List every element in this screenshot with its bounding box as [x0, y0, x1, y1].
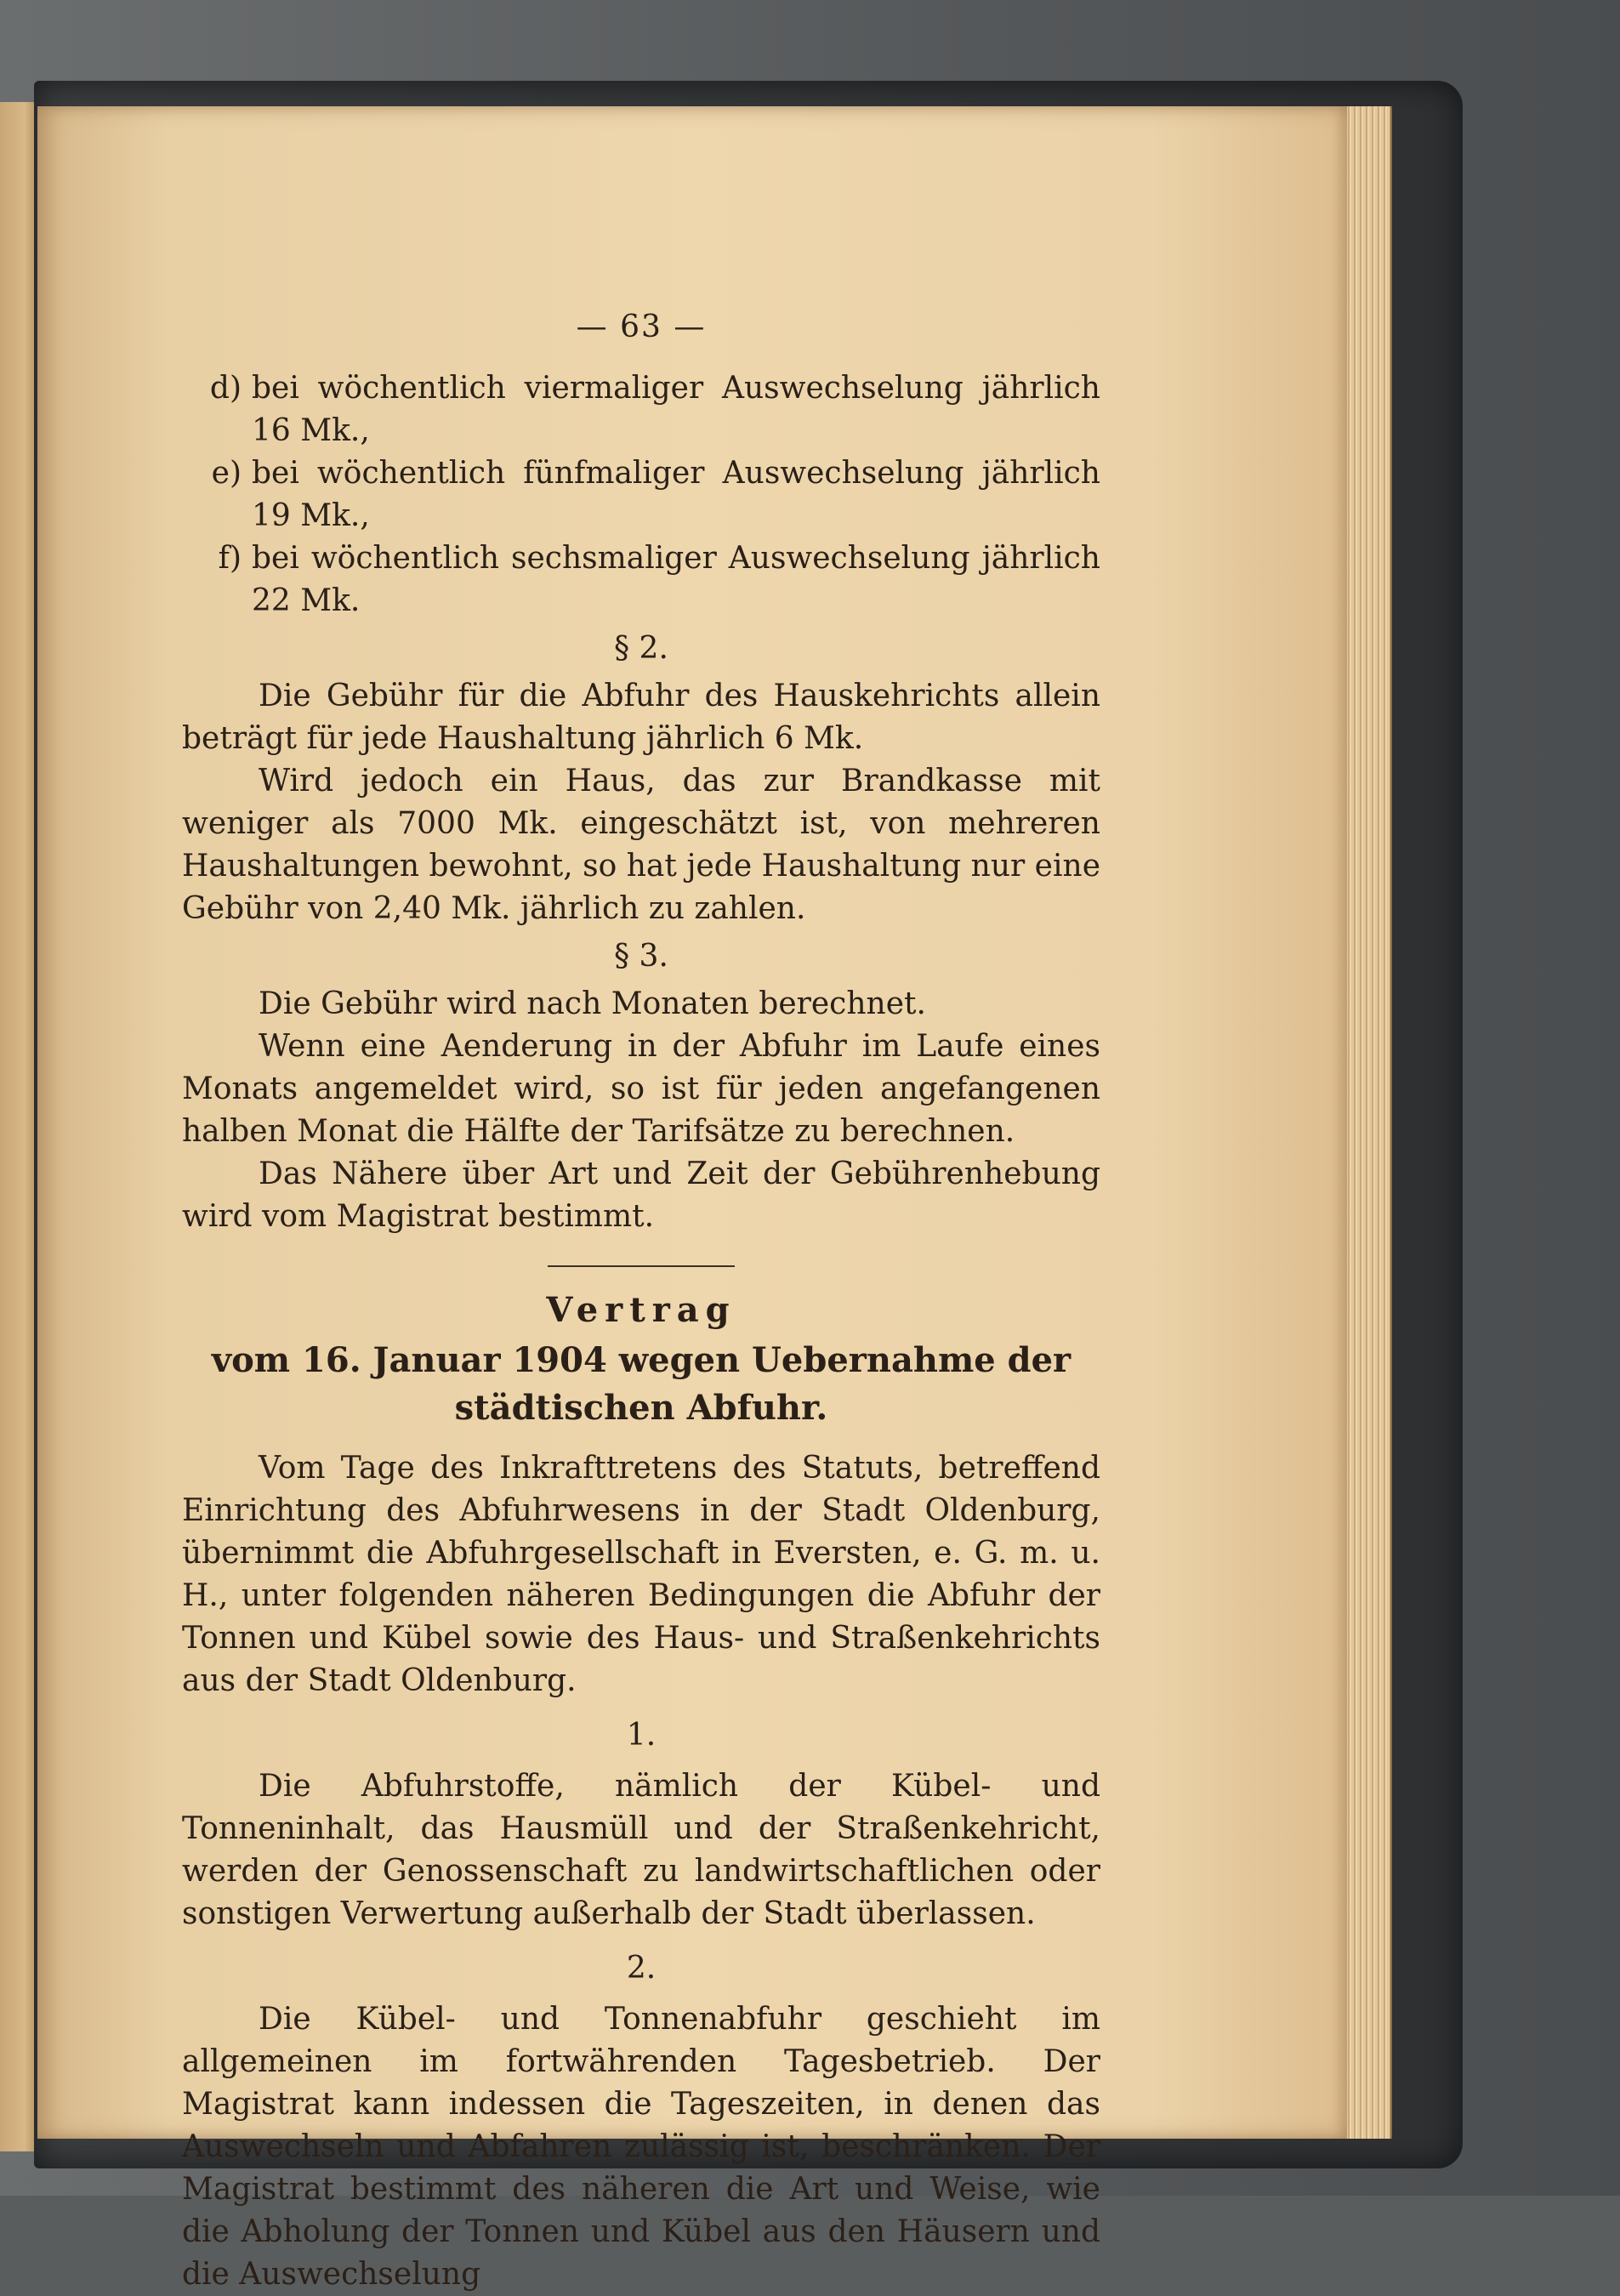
- paragraph: Die Gebühr wird nach Monaten berechnet.: [259, 986, 926, 1021]
- contract-subtitle: vom 16. Januar 1904 wegen Uebernahme der städtischen Abfuhr.: [211, 1340, 1071, 1428]
- section-heading: § 2.: [614, 631, 668, 666]
- paragraph: Die Gebühr für die Abfuhr des Hauskehrichts allein beträgt für jede Haushaltung jährlich 6 Mk.: [182, 679, 1100, 756]
- page-text: [182, 306, 1100, 2296]
- list-item: [182, 367, 1100, 452]
- list-text: bei wöchentlich sechsmaliger Auswechselung jährlich 22 Mk.: [252, 541, 1100, 618]
- paragraph: Wird jedoch ein Haus, das zur Brandkasse mit weniger als 7000 Mk. eingeschätzt ist, von mehreren Haushaltungen bewohnt, so hat jede Haushaltung nur eine Gebühr von 2,40 Mk. jährlich zu zahlen.: [182, 764, 1100, 926]
- section-divider: [548, 1265, 735, 1267]
- clause-number: 1.: [626, 1718, 657, 1753]
- section-heading: § 3.: [614, 939, 668, 974]
- list-text: bei wöchentlich fünfmaliger Auswechselung jährlich 19 Mk.,: [252, 456, 1100, 533]
- list-marker: e): [211, 456, 242, 491]
- contract-title: Vertrag: [546, 1290, 736, 1330]
- paragraph: Vom Tage des Inkrafttretens des Statuts, betreffend Einrichtung des Abfuhrwesens in der Stadt Oldenburg, übernimmt die Abfuhrgesellschaft in Eversten, e. G. m. u. H., unter folgenden näheren Bedingungen die Abfuhr der Tonnen und Kübel sowie des Haus- und Straßenkehrichts aus der Stadt Oldenburg.: [182, 1451, 1100, 1698]
- clause-number: 2.: [626, 1951, 657, 1986]
- page-stack-edges: [1339, 106, 1392, 2139]
- list-marker: f): [218, 541, 242, 576]
- book-page: [37, 106, 1347, 2292]
- paragraph: Das Nähere über Art und Zeit der Gebührenhebung wird vom Magistrat bestimmt.: [182, 1157, 1100, 1234]
- list-text: bei wöchentlich viermaliger Auswechselung jährlich 16 Mk.,: [252, 371, 1100, 448]
- list-item: [182, 452, 1100, 537]
- list-item: [182, 537, 1100, 622]
- list-marker: d): [209, 371, 242, 406]
- page-number: — 63 —: [576, 310, 707, 344]
- paragraph: Wenn eine Aenderung in der Abfuhr im Laufe eines Monats angemeldet wird, so ist für jeden angefangenen halben Monat die Hälfte der Tarifsätze zu berechnen.: [182, 1029, 1100, 1149]
- paragraph: Die Kübel- und Tonnenabfuhr geschieht im allgemeinen im fortwährenden Tagesbetrieb. Der Magistrat kann indessen die Tageszeiten, in denen das Auswechseln und Abfahren zulässig ist, beschränken. Der Magistrat bestimmt des näheren die Art und Weise, wie die Abholung der Tonnen und Kübel aus den Häusern und die Auswechselung: [182, 2002, 1100, 2292]
- paragraph: Die Abfuhrstoffe, nämlich der Kübel- und Tonneninhalt, das Hausmüll und der Straßenkehricht, werden der Genossenschaft zu landwirtschaftlichen oder sonstigen Verwertung außerhalb der Stadt überlassen.: [182, 1769, 1100, 1931]
